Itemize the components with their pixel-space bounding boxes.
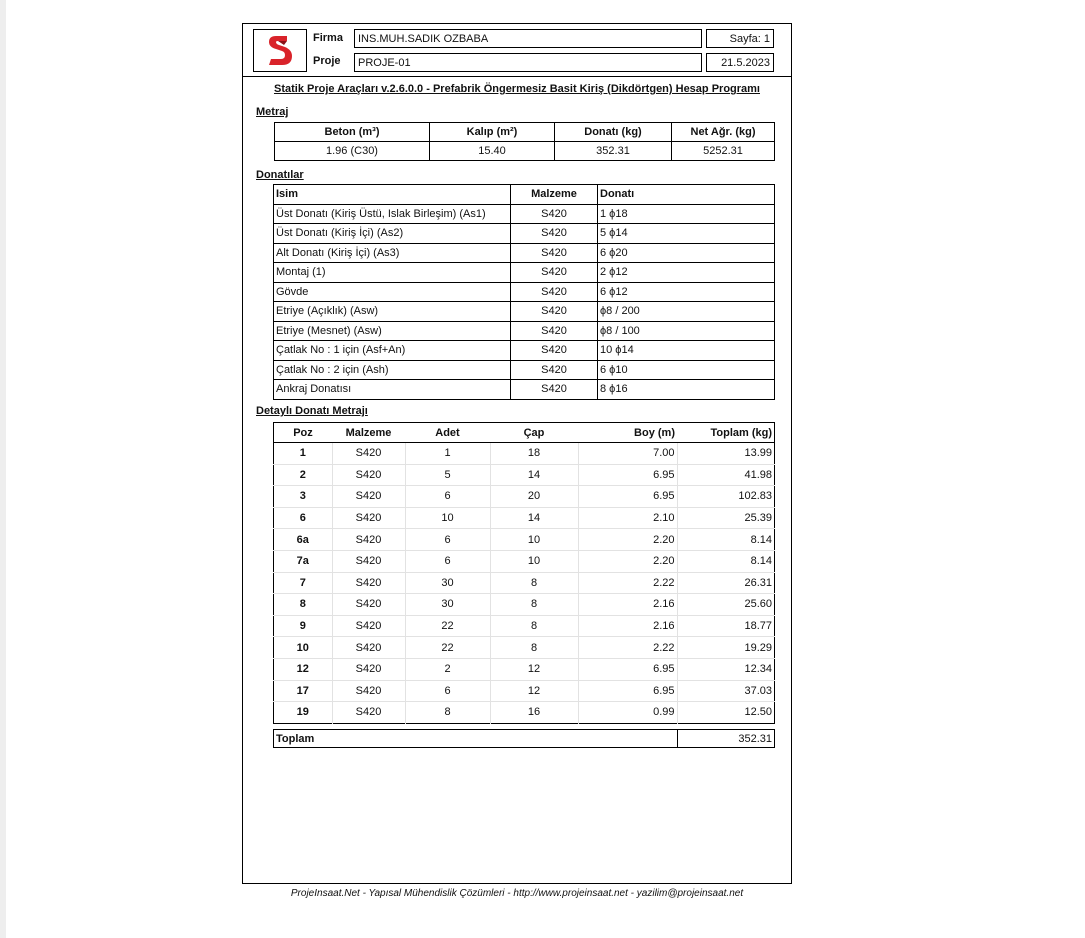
- detay-cap: 10: [490, 529, 578, 551]
- detay-col-toplam: Toplam (kg): [677, 423, 775, 443]
- detay-boy: 6.95: [578, 680, 677, 702]
- metraj-col-kalip: Kalıp (m²): [430, 123, 555, 142]
- detay-toplam: 8.14: [677, 529, 775, 551]
- detay-boy: 7.00: [578, 443, 677, 465]
- detay-body: [274, 443, 775, 724]
- detay-row: [274, 507, 775, 529]
- detay-poz: 3: [274, 486, 333, 508]
- metraj-heading: Metraj: [256, 106, 289, 118]
- detay-cap: 18: [490, 443, 578, 465]
- detay-poz: 19: [274, 702, 333, 724]
- detay-adet: 6: [405, 529, 490, 551]
- donatilar-donati: 6 ϕ12: [598, 282, 775, 302]
- detay-poz: 2: [274, 464, 333, 486]
- donatilar-malzeme: S420: [511, 282, 598, 302]
- detay-heading: Detaylı Donatı Metrajı: [256, 405, 368, 417]
- detay-boy: 2.20: [578, 529, 677, 551]
- detay-adet: 6: [405, 550, 490, 572]
- detay-cap: 20: [490, 486, 578, 508]
- detay-boy: 6.95: [578, 464, 677, 486]
- donatilar-malzeme: S420: [511, 224, 598, 244]
- detay-malzeme: S420: [332, 464, 405, 486]
- detay-row: [274, 550, 775, 572]
- donatilar-malzeme: S420: [511, 360, 598, 380]
- detay-header-row: [274, 423, 775, 443]
- logo-s-icon: [254, 30, 306, 71]
- detay-malzeme: S420: [332, 507, 405, 529]
- donatilar-malzeme: S420: [511, 204, 598, 224]
- detay-adet: 22: [405, 615, 490, 637]
- detay-adet: 30: [405, 572, 490, 594]
- detay-adet: 22: [405, 637, 490, 659]
- detay-malzeme: S420: [332, 486, 405, 508]
- donatilar-isim: Etriye (Açıklık) (Asw): [274, 302, 511, 322]
- detay-cap: 14: [490, 507, 578, 529]
- detay-row: [274, 443, 775, 465]
- detay-poz: 12: [274, 658, 333, 680]
- detay-cap: 12: [490, 680, 578, 702]
- detay-malzeme: S420: [332, 572, 405, 594]
- donatilar-donati: ϕ8 / 200: [598, 302, 775, 322]
- metraj-header-row: [275, 123, 775, 142]
- detay-toplam: 26.31: [677, 572, 775, 594]
- donatilar-isim: Çatlak No : 1 için (Asf+An): [274, 341, 511, 361]
- detay-adet: 10: [405, 507, 490, 529]
- detay-toplam: 12.34: [677, 658, 775, 680]
- metraj-beton-value: 1.96 (C30): [275, 142, 430, 161]
- detay-cap: 8: [490, 572, 578, 594]
- detay-row: [274, 464, 775, 486]
- detay-boy: 2.10: [578, 507, 677, 529]
- donatilar-donati: 2 ϕ12: [598, 263, 775, 283]
- detay-adet: 8: [405, 702, 490, 724]
- total-value: 352.31: [678, 730, 775, 748]
- donatilar-row: [274, 380, 775, 400]
- metraj-col-donati: Donatı (kg): [555, 123, 672, 142]
- detay-adet: 5: [405, 464, 490, 486]
- donatilar-isim: Gövde: [274, 282, 511, 302]
- donatilar-donati: 5 ϕ14: [598, 224, 775, 244]
- donatilar-malzeme: S420: [511, 302, 598, 322]
- detay-malzeme: S420: [332, 637, 405, 659]
- detay-col-boy: Boy (m): [578, 423, 677, 443]
- donatilar-isim: Üst Donatı (Kiriş Üstü, Islak Birleşim) (As1): [274, 204, 511, 224]
- detay-boy: 2.16: [578, 594, 677, 616]
- donatilar-isim: Ankraj Donatısı: [274, 380, 511, 400]
- detay-cap: 8: [490, 615, 578, 637]
- detay-malzeme: S420: [332, 680, 405, 702]
- detay-col-malzeme: Malzeme: [332, 423, 405, 443]
- metraj-col-netagr: Net Ağr. (kg): [672, 123, 775, 142]
- donatilar-donati: ϕ8 / 100: [598, 321, 775, 341]
- detay-row: [274, 529, 775, 551]
- metraj-value-row: [275, 142, 775, 161]
- donatilar-row: [274, 321, 775, 341]
- donatilar-donati: 6 ϕ20: [598, 243, 775, 263]
- detay-toplam: 37.03: [677, 680, 775, 702]
- donatilar-malzeme: S420: [511, 341, 598, 361]
- page-footer: ProjeInsaat.Net - Yapısal Mühendislik Çözümleri - http://www.projeinsaat.net - yazilim@projeinsaat.net: [290, 888, 744, 899]
- donatilar-isim: Alt Donatı (Kiriş İçi) (As3): [274, 243, 511, 263]
- detay-toplam: 12.50: [744, 706, 772, 719]
- detay-cap: 12: [490, 658, 578, 680]
- donatilar-row: [274, 360, 775, 380]
- detay-boy: 2.22: [578, 637, 677, 659]
- detay-col-cap: Çap: [490, 423, 578, 443]
- donatilar-row: [274, 263, 775, 283]
- donatilar-malzeme: S420: [511, 243, 598, 263]
- donatilar-isim: Üst Donatı (Kiriş İçi) (As2): [274, 224, 511, 244]
- page-number: Sayfa: 1: [706, 29, 774, 48]
- detay-cap: 8: [490, 637, 578, 659]
- detay-toplam: 8.14: [677, 550, 775, 572]
- report-page: [242, 23, 792, 884]
- donatilar-col-donati: Donatı: [598, 185, 775, 205]
- report-date: 21.5.2023: [706, 53, 774, 72]
- donatilar-row: [274, 224, 775, 244]
- detay-col-poz: Poz: [274, 423, 333, 443]
- donatilar-isim: Etriye (Mesnet) (Asw): [274, 321, 511, 341]
- firma-field: INS.MUH.SADIK OZBABA: [354, 29, 702, 48]
- detay-malzeme: S420: [332, 594, 405, 616]
- report-title: Statik Proje Araçları v.2.6.0.0 - Prefabrik Öngermesiz Basit Kiriş (Dikdörtgen) Hesap Programı: [273, 83, 760, 95]
- detay-malzeme: S420: [332, 615, 405, 637]
- detay-row: [274, 637, 775, 659]
- detay-toplam: 13.99: [677, 443, 775, 465]
- detay-toplam: 18.77: [677, 615, 775, 637]
- detay-adet: 30: [405, 594, 490, 616]
- detay-cap: 10: [490, 550, 578, 572]
- detay-boy: 2.22: [578, 572, 677, 594]
- metraj-table: [274, 122, 775, 161]
- donatilar-table: [273, 184, 775, 400]
- detay-adet: 1: [405, 443, 490, 465]
- donatilar-row: [274, 302, 775, 322]
- detay-poz: 9: [274, 615, 333, 637]
- detay-row: [274, 680, 775, 702]
- detay-cap: 8: [490, 594, 578, 616]
- detay-poz: 1: [274, 443, 333, 465]
- detay-toplam: 41.98: [677, 464, 775, 486]
- firma-label: Firma: [313, 32, 343, 44]
- donatilar-body: [274, 204, 775, 399]
- donatilar-malzeme: S420: [511, 321, 598, 341]
- detay-adet: 2: [405, 658, 490, 680]
- proje-label: Proje: [313, 55, 341, 67]
- proje-field: PROJE-01: [354, 53, 702, 72]
- donatilar-header-row: [274, 185, 775, 205]
- detay-malzeme: S420: [332, 702, 405, 724]
- detay-boy: 0.99: [578, 702, 677, 724]
- donatilar-isim: Çatlak No : 2 için (Ash): [274, 360, 511, 380]
- detay-poz: 7: [274, 572, 333, 594]
- donatilar-malzeme: S420: [511, 263, 598, 283]
- detay-toplam: 102.83: [677, 486, 775, 508]
- donatilar-row: [274, 341, 775, 361]
- total-row: [274, 730, 775, 748]
- detay-adet: 6: [405, 680, 490, 702]
- detay-poz: 8: [274, 594, 333, 616]
- donatilar-donati: 10 ϕ14: [598, 341, 775, 361]
- detay-table: [273, 422, 775, 724]
- detay-toplam: 25.60: [677, 594, 775, 616]
- donatilar-donati: 8 ϕ16: [598, 380, 775, 400]
- header-divider: [243, 76, 791, 77]
- donatilar-row: [274, 282, 775, 302]
- total-label: Toplam: [274, 730, 678, 748]
- detay-row: [274, 615, 775, 637]
- detay-row: [274, 594, 775, 616]
- detay-adet: 6: [405, 486, 490, 508]
- donatilar-row: [274, 204, 775, 224]
- metraj-donati-value: 352.31: [555, 142, 672, 161]
- detay-col-adet: Adet: [405, 423, 490, 443]
- detay-poz: 6a: [274, 529, 333, 551]
- detay-poz: 17: [274, 680, 333, 702]
- viewer-left-strip: [0, 0, 6, 938]
- detay-malzeme: S420: [332, 658, 405, 680]
- metraj-netagr-value: 5252.31: [672, 142, 775, 161]
- donatilar-row: [274, 243, 775, 263]
- donatilar-malzeme: S420: [511, 380, 598, 400]
- detay-toplam: 25.39: [677, 507, 775, 529]
- detay-boy: 6.95: [578, 486, 677, 508]
- detay-malzeme: S420: [332, 550, 405, 572]
- detay-poz: 6: [274, 507, 333, 529]
- detay-row: [274, 486, 775, 508]
- detay-row: [274, 702, 775, 724]
- donatilar-heading: Donatılar: [256, 169, 304, 181]
- detay-row: [274, 572, 775, 594]
- donatilar-donati: 6 ϕ10: [598, 360, 775, 380]
- detay-poz: 7a: [274, 550, 333, 572]
- metraj-kalip-value: 15.40: [430, 142, 555, 161]
- detay-poz: 10: [274, 637, 333, 659]
- detay-boy: 2.16: [578, 615, 677, 637]
- donatilar-col-isim: Isim: [274, 185, 511, 205]
- detay-cap: 14: [490, 464, 578, 486]
- total-table: [273, 729, 775, 748]
- donatilar-isim: Montaj (1): [274, 263, 511, 283]
- company-logo: [253, 29, 307, 72]
- detay-boy: 6.95: [578, 658, 677, 680]
- detay-malzeme: S420: [332, 443, 405, 465]
- detay-cap: 16: [490, 702, 578, 724]
- detay-boy: 2.20: [578, 550, 677, 572]
- detay-row: [274, 658, 775, 680]
- metraj-col-beton: Beton (m³): [275, 123, 430, 142]
- donatilar-col-malzeme: Malzeme: [511, 185, 598, 205]
- detay-malzeme: S420: [332, 529, 405, 551]
- detay-toplam: 19.29: [677, 637, 775, 659]
- donatilar-donati: 1 ϕ18: [598, 204, 775, 224]
